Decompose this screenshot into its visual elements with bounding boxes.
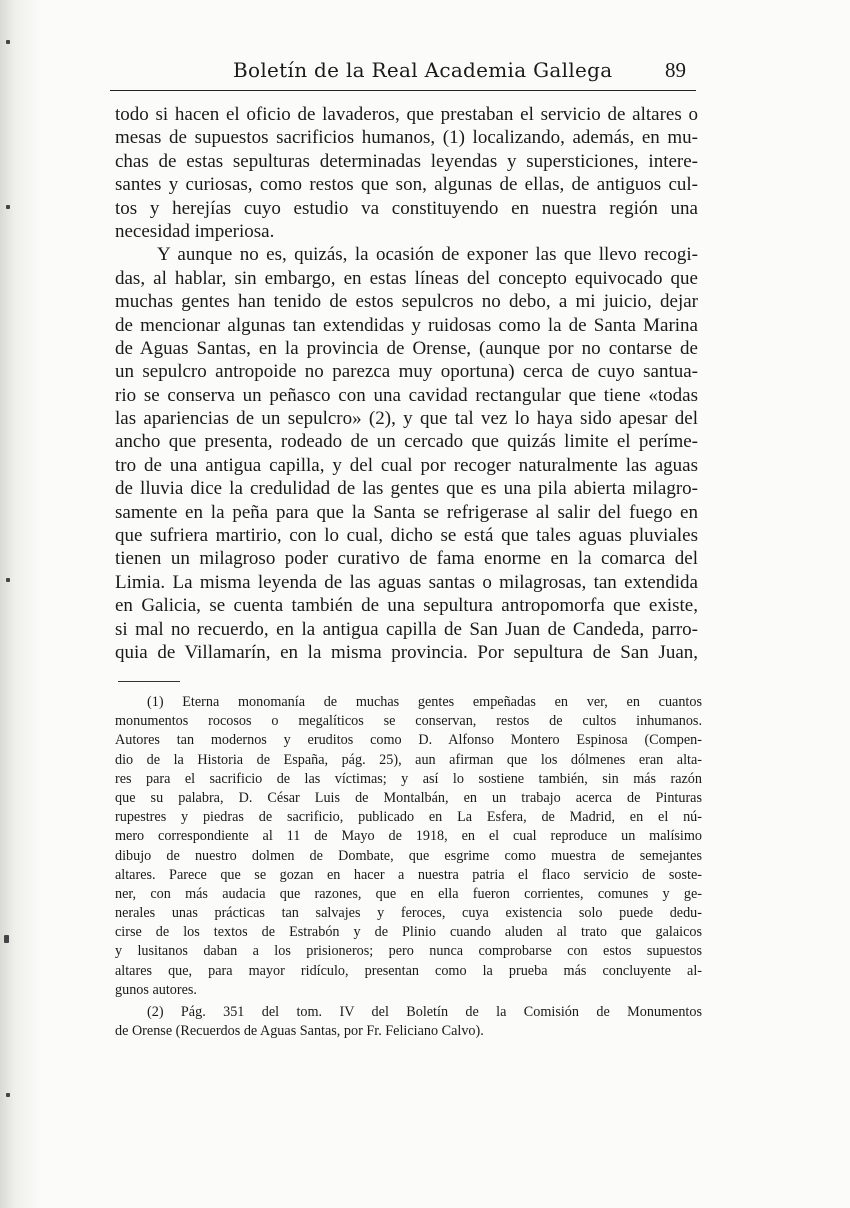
text-line: muchas gentes han tenido de estos sepulcros no debo, a mi juicio, dejar [115,291,698,313]
text-line: rio se conserva un peñasco con una cavidad rectangular que tiene «todas [115,384,698,406]
footnote-line: altares que, para mayor ridículo, presentan como la prueba más concluyente al- [115,962,702,979]
text-line: en Galicia, se cuenta también de una sepultura antropomorfa que existe, [115,595,698,617]
text-line: un sepulcro antropoide no parezca muy oportuna) cerca de cuyo santua- [115,361,698,383]
text-line: Limia. La misma leyenda de las aguas santas o milagrosas, tan extendida [115,571,698,593]
text-line: das, al hablar, sin embargo, en estas líneas del concepto equivocado que [115,267,698,289]
footnote-line: nerales unas prácticas tan salvajes y feroces, cuya existencia solo puede dedu- [115,905,702,922]
footnote-line: y lusitanos daban a los prisioneros; pero nunca comprobarse con estos supuestos [115,943,702,960]
text-line: mesas de supuestos sacrificios humanos, (1) localizando, además, en mu- [115,127,698,149]
footnote-line: (2) Pág. 351 del tom. IV del Boletín de la Comisión de Monumentos [147,1004,702,1020]
footnote-line: res para el sacrificio de las víctimas; y así lo sostiene también, sin más razón [115,770,702,787]
text-line: samente en la peña para que la Santa se refrigerase al salir del fuego en [115,501,698,523]
footnote-line: mero correspondiente al 11 de Mayo de 1918, en el cual reproduce un malísimo [115,828,702,845]
text-line: santes y curiosas, como restos que son, algunas de ellas, de antiguos cul- [115,174,698,196]
scan-speck [4,935,9,943]
text-line: chas de estas sepulturas determinadas leyendas y supersticiones, intere- [115,150,698,172]
footnote-line: dibujo de nuestro dolmen de Dombate, que esgrime como muestra de semejantes [115,847,702,864]
text-line: todo si hacen el oficio de lavaderos, que prestaban el servicio de altares o [115,104,698,125]
footnote-line: dio de la Historia de España, pág. 25), aun afirman que los dólmenes eran alta- [115,751,702,768]
footnote-line: cirse de los textos de Estrabón y de Plinio cuando aluden al trato que galaicos [115,924,702,941]
text-line: que sufriera martirio, con lo cual, dicho se está que tales aguas pluviales [115,525,698,547]
text-line: necesidad imperiosa. [115,220,275,242]
footnote-line: ner, con más audacia que razones, que en ella fueron corrientes, comunes y ge- [115,885,702,902]
scan-speck [6,40,10,44]
scan-speck [6,578,10,582]
text-line: de Aguas Santas, en la provincia de Orense, (aunque por no contarse de [115,337,698,359]
running-title: Boletín de la Real Academia Gallega [233,58,613,82]
footnotes [115,693,702,1041]
footnote-line: (1) Eterna monomanía de muchas gentes empeñadas en ver, en cuantos [147,694,702,710]
footnote-line: que su palabra, D. César Luis de Montalbán, en un trabajo acerca de Pinturas [115,789,702,806]
body-text [115,103,698,664]
footnote-rule [118,681,180,682]
binding-edge [0,0,40,1208]
text-line: tro de una antigua capilla, y del cual por recoger naturalmente las aguas [115,454,698,476]
text-line: Y aunque no es, quizás, la ocasión de exponer las que llevo recogi- [157,244,698,266]
scan-speck [6,205,10,209]
text-line: tienen un milagroso poder curativo de fama enorme en la comarca del [115,548,698,570]
page-number: 89 [665,58,686,82]
footnote-line: Autores tan modernos y eruditos como D. Alfonso Montero Espinosa (Compen- [115,732,702,749]
text-line: ancho que presenta, rodeado de un cercado que quizás limite el períme- [115,431,698,453]
footnote-line: gunos autores. [115,981,197,998]
running-head [118,58,698,88]
header-rule [110,90,696,91]
scan-speck [6,1093,10,1097]
text-line: las apariencias de un sepulcro» (2), y que tal vez lo haya sido apesar del [115,408,698,430]
footnote-line: monumentos rocosos o megalíticos se conservan, restos de cultos inhumanos. [115,713,702,730]
text-line: de mencionar algunas tan extendidas y ruidosas como la de Santa Marina [115,314,698,336]
footnote-line: rupestres y piedras de sacrificio, publicado en La Esfera, de Madrid, en el nú- [115,809,702,826]
text-line: de lluvia dice la credulidad de las gentes que es una pila abierta milagro- [115,478,698,500]
footnote-line: altares. Parece que se gozan en hacer a nuestra patria el flaco servicio de soste- [115,866,702,883]
text-line: si mal no recuerdo, en la antigua capilla de San Juan de Candeda, parro- [115,618,698,640]
text-line: tos y herejías cuyo estudio va constituyendo en nuestra región una [115,197,698,219]
text-line: quia de Villamarín, en la misma provincia. Por sepultura de San Juan, [115,641,698,663]
footnote-line: de Orense (Recuerdos de Aguas Santas, por Fr. Feliciano Calvo). [115,1023,484,1040]
